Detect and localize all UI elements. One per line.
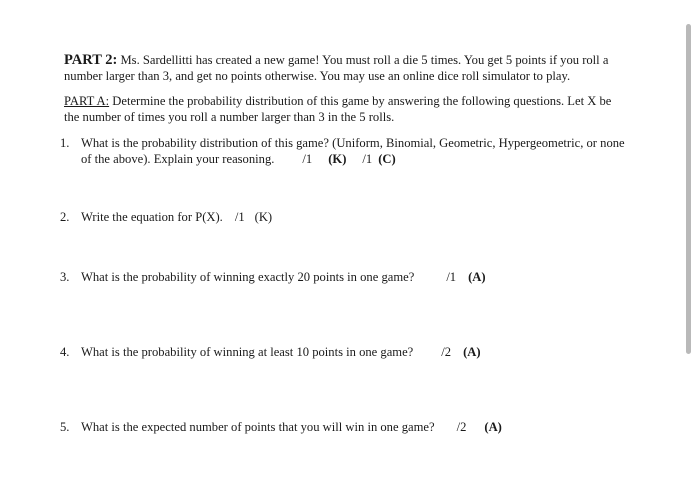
vertical-scrollbar[interactable]	[688, 0, 696, 480]
question-text: Write the equation for P(X).	[81, 210, 223, 224]
question-body	[81, 135, 650, 167]
question-body	[81, 269, 650, 285]
marks-value: /1	[446, 270, 457, 284]
question-number: 3.	[60, 270, 70, 284]
question-text: What is the expected number of points that you will win in one game?	[81, 420, 435, 434]
question-2	[60, 209, 650, 225]
question-number: 1.	[60, 136, 70, 150]
marks-value: /2	[441, 345, 452, 359]
marks-value: /1	[362, 152, 373, 166]
question-text-line-2: of the above). Explain your reasoning.	[81, 152, 275, 166]
question-body	[81, 419, 650, 435]
marks-value: /2	[456, 420, 467, 434]
intro-text-2: number larger than 3, and get no points otherwise. You may use an online dice roll simulator to play.	[64, 69, 571, 83]
question-text: What is the probability of winning at least 10 points in one game?	[81, 345, 414, 359]
question-text-line-1: What is the probability distribution of this game? (Uniform, Binomial, Geometric, Hypergeometric, or none	[81, 136, 625, 150]
scrollbar-thumb[interactable]	[686, 24, 691, 354]
marks-category: (K)	[254, 210, 273, 224]
marks-value: /1	[234, 210, 245, 224]
part-a-label: PART A:	[64, 94, 110, 108]
marks-category: (A)	[468, 270, 486, 284]
question-body	[81, 344, 650, 360]
marks-category: (A)	[463, 345, 481, 359]
marks-category: (A)	[484, 420, 502, 434]
part-a-text-2: the number of times you roll a number larger than 3 in the 5 rolls.	[64, 110, 395, 124]
question-number: 4.	[60, 345, 70, 359]
question-text: What is the probability of winning exactly 20 points in one game?	[81, 270, 415, 284]
intro-line-1	[64, 52, 644, 68]
part-title: PART 2:	[64, 52, 118, 68]
question-3	[60, 269, 650, 285]
part-a-line-1	[64, 93, 644, 109]
question-1	[60, 135, 650, 167]
marks-category: (C)	[378, 152, 396, 166]
marks-value: /1	[302, 152, 313, 166]
part-a-instructions	[64, 93, 644, 125]
question-4	[60, 344, 650, 360]
question-text-line-2-row	[81, 151, 650, 167]
question-number: 5.	[60, 420, 70, 434]
marks-category: (K)	[328, 152, 347, 166]
part-2-intro	[64, 52, 644, 84]
intro-text-1: Ms. Sardellitti has created a new game! You must roll a die 5 times. You get 5 points if you roll a	[117, 53, 609, 67]
question-number: 2.	[60, 210, 70, 224]
part-a-text-1: Determine the probability distribution of this game by answering the following questions. Let X be	[109, 94, 612, 108]
question-body	[81, 209, 650, 225]
question-5	[60, 419, 650, 435]
